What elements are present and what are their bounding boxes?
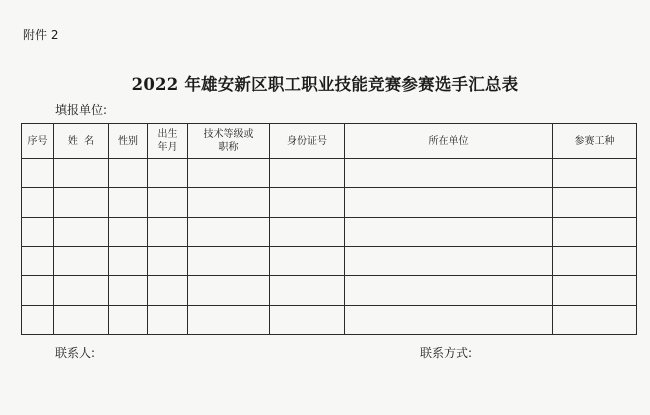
header-name: 姓 名	[54, 124, 109, 159]
participant-summary-table	[21, 123, 637, 335]
table-row	[22, 159, 637, 188]
table-cell[interactable]	[22, 246, 54, 275]
header-seq: 序号	[22, 124, 54, 159]
table-cell[interactable]	[54, 246, 109, 275]
table-cell[interactable]	[109, 217, 148, 246]
table-cell[interactable]	[109, 188, 148, 217]
table-cell[interactable]	[188, 217, 270, 246]
header-birth-line1: 出生	[157, 129, 178, 140]
table-row	[22, 305, 637, 334]
table-cell[interactable]	[54, 188, 109, 217]
table-cell[interactable]	[270, 246, 345, 275]
table-cell[interactable]	[109, 246, 148, 275]
table-cell[interactable]	[22, 276, 54, 305]
header-trade: 参赛工种	[553, 124, 637, 159]
fill-unit-label: 填报单位:	[55, 103, 108, 117]
table-cell[interactable]	[553, 159, 637, 188]
table-cell[interactable]	[270, 188, 345, 217]
table-cell[interactable]	[553, 246, 637, 275]
table-cell[interactable]	[54, 305, 109, 334]
contact-method-label: 联系方式:	[420, 346, 473, 360]
header-birth-line2: 年月	[157, 142, 178, 153]
header-tech-level	[188, 124, 270, 159]
table-cell[interactable]	[54, 217, 109, 246]
table-cell[interactable]	[553, 188, 637, 217]
table-cell[interactable]	[109, 305, 148, 334]
table-cell[interactable]	[345, 159, 553, 188]
table-cell[interactable]	[188, 276, 270, 305]
header-tech-line1: 技术等级或	[203, 129, 254, 140]
table-row	[22, 217, 637, 246]
header-tech-line2: 职称	[218, 142, 239, 153]
table-cell[interactable]	[148, 276, 188, 305]
table-row	[22, 276, 637, 305]
header-id-number: 身份证号	[270, 124, 345, 159]
table-cell[interactable]	[553, 276, 637, 305]
table-row	[22, 188, 637, 217]
table-cell[interactable]	[22, 305, 54, 334]
table-cell[interactable]	[270, 217, 345, 246]
attachment-label: 附件 2	[23, 28, 59, 42]
table-cell[interactable]	[345, 246, 553, 275]
table-cell[interactable]	[22, 159, 54, 188]
contact-person-label: 联系人:	[55, 346, 96, 360]
table-cell[interactable]	[188, 188, 270, 217]
header-birth	[148, 124, 188, 159]
header-workplace: 所在单位	[345, 124, 553, 159]
table-cell[interactable]	[109, 276, 148, 305]
table-cell[interactable]	[270, 276, 345, 305]
table-cell[interactable]	[54, 159, 109, 188]
table-body	[22, 159, 637, 335]
table-cell[interactable]	[553, 217, 637, 246]
table-cell[interactable]	[109, 159, 148, 188]
table-cell[interactable]	[345, 217, 553, 246]
table-cell[interactable]	[148, 246, 188, 275]
table-cell[interactable]	[188, 159, 270, 188]
table-cell[interactable]	[188, 305, 270, 334]
table-cell[interactable]	[148, 305, 188, 334]
table-cell[interactable]	[270, 159, 345, 188]
table-cell[interactable]	[270, 305, 345, 334]
table-cell[interactable]	[345, 188, 553, 217]
table-cell[interactable]	[22, 217, 54, 246]
header-gender: 性别	[109, 124, 148, 159]
table-cell[interactable]	[148, 217, 188, 246]
table-cell[interactable]	[54, 276, 109, 305]
table-cell[interactable]	[22, 188, 54, 217]
table-cell[interactable]	[188, 246, 270, 275]
table-row	[22, 246, 637, 275]
header-row	[22, 124, 637, 159]
document-title: 2022 年雄安新区职工职业技能竞赛参赛选手汇总表	[131, 75, 519, 94]
table-cell[interactable]	[345, 305, 553, 334]
table-cell[interactable]	[148, 159, 188, 188]
table-cell[interactable]	[553, 305, 637, 334]
table-cell[interactable]	[148, 188, 188, 217]
table-cell[interactable]	[345, 276, 553, 305]
